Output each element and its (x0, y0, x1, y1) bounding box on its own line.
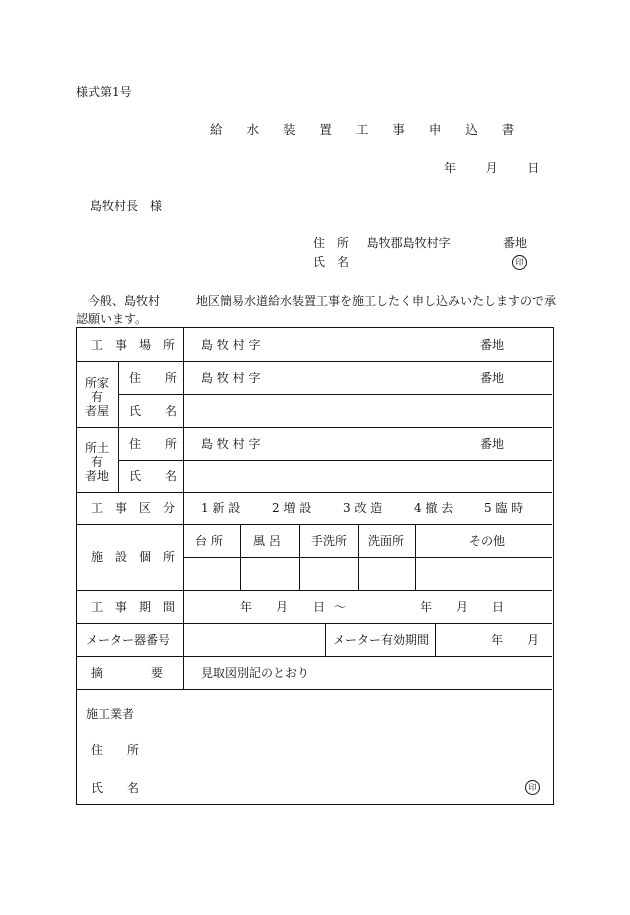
period-to-year: 年 (420, 600, 433, 614)
date-year: 年 (444, 161, 457, 175)
period-tilde: 〜 (334, 600, 347, 614)
date-month: 月 (485, 161, 498, 175)
period-to-month: 月 (456, 600, 469, 614)
applicant-address-row (313, 237, 451, 249)
document-title: 給 水 装 置 工 事 申 込 書 (210, 122, 525, 137)
facility-header-other: その他 (469, 534, 506, 548)
meter-number-label: メーター器番号 (86, 633, 171, 647)
date-day: 日 (527, 161, 540, 175)
house-owner-group-label-1: 所家 (85, 376, 110, 390)
house-owner-address-value: 島 牧 村 字 (201, 371, 261, 385)
period-from-year: 年 (240, 600, 253, 614)
house-owner-name-label: 氏 名 (129, 404, 178, 418)
period-to-day: 日 (492, 600, 505, 614)
work-type-option-temporary: 5 臨 時 (484, 501, 524, 515)
meter-valid-label: メーター有効期間 (333, 633, 430, 647)
facility-header-kitchen: 台 所 (195, 534, 223, 548)
site-suffix: 番地 (480, 338, 505, 352)
work-type-option-remodel: 3 改 造 (343, 501, 383, 515)
applicant-name-label: 氏 名 (313, 255, 350, 269)
work-type-option-remove: 4 撤 去 (414, 501, 454, 515)
meter-month: 月 (527, 633, 540, 647)
land-owner-name-label: 氏 名 (129, 469, 178, 483)
facility-header-toilet: 手洗所 (311, 534, 348, 548)
intro-text: 今般、島牧村 地区簡易水道給水装置工事を施工したく申し込みいたしますので承認願います。 (76, 294, 557, 326)
applicant-address-value: 島牧郡島牧村字 (366, 236, 451, 250)
addressee: 島牧村長 様 (90, 199, 163, 213)
applicant-address-suffix: 番地 (503, 236, 528, 250)
house-owner-group-label-3: 者屋 (85, 404, 110, 418)
site-label: 工 事 場 所 (91, 338, 176, 352)
summary-value: 見取図別記のとおり (201, 666, 310, 680)
meter-year: 年 (491, 633, 504, 647)
house-owner-address-suffix: 番地 (480, 371, 505, 385)
applicant-seal-icon: 印 (512, 255, 527, 270)
land-owner-address-value: 島 牧 村 字 (201, 437, 261, 451)
contractor-label: 施工業者 (86, 707, 135, 721)
work-type-label: 工 事 区 分 (91, 501, 176, 515)
house-owner-address-label: 住 所 (129, 371, 178, 385)
form-number: 様式第1号 (76, 85, 132, 99)
contractor-seal-icon: 印 (525, 780, 540, 795)
period-from-day: 日 (313, 600, 326, 614)
period-label: 工 事 期 間 (91, 600, 176, 614)
land-owner-group-label-2: 有 (91, 455, 104, 469)
site-value: 島 牧 村 字 (201, 338, 261, 352)
facility-header-bath: 風 呂 (253, 534, 281, 548)
application-table (76, 327, 554, 805)
work-type-option-expand: 2 増 設 (272, 501, 312, 515)
land-owner-group-label-1: 所土 (85, 441, 110, 455)
period-from-month: 月 (276, 600, 289, 614)
date-line (444, 162, 539, 174)
contractor-name-label: 氏 名 (91, 781, 140, 795)
house-owner-group-label-2: 有 (91, 390, 104, 404)
contractor-address-label: 住 所 (91, 743, 140, 757)
facility-header-washroom: 洗面所 (368, 534, 405, 548)
applicant-address-label: 住 所 (313, 236, 350, 250)
summary-label: 摘 要 (91, 666, 164, 680)
land-owner-address-suffix: 番地 (480, 437, 505, 451)
land-owner-address-label: 住 所 (129, 437, 178, 451)
land-owner-group-label-3: 者地 (85, 469, 110, 483)
work-type-option-new: 1 新 設 (201, 501, 241, 515)
facilities-label: 施 設 個 所 (91, 550, 176, 564)
